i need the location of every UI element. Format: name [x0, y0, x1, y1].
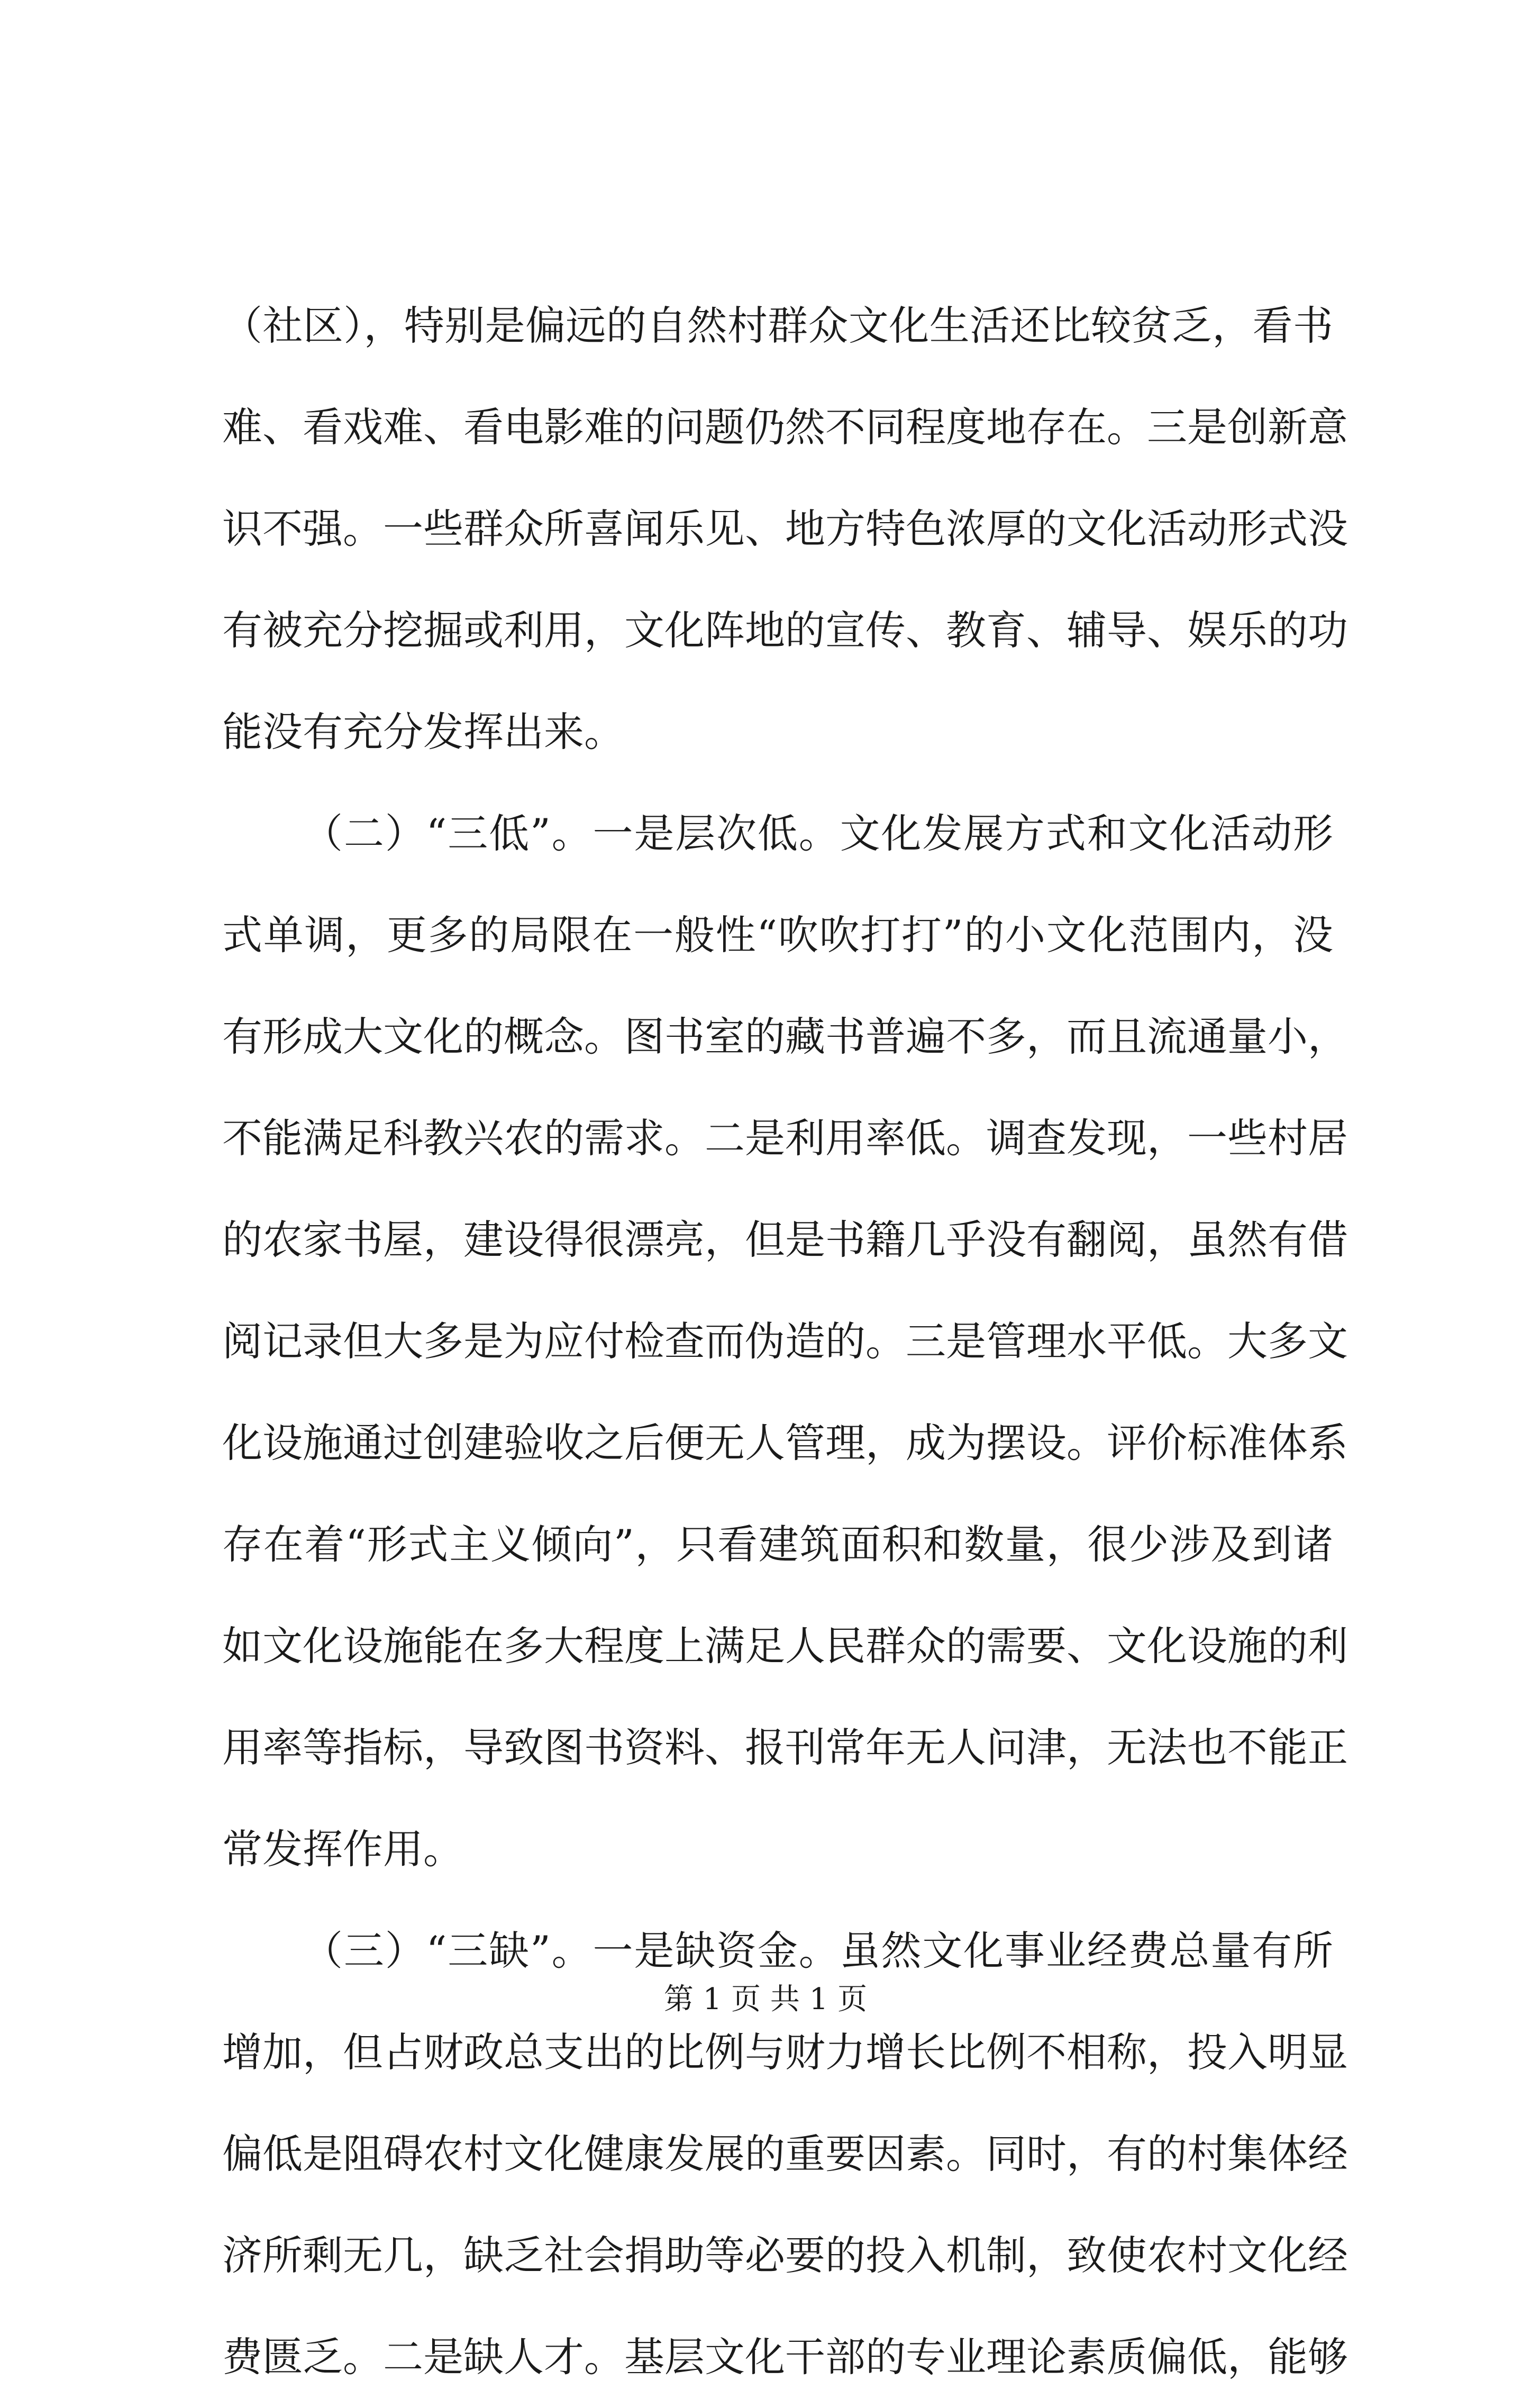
text-line: 阅记录但大多是为应付检查而伪造的。三是管理水平低。大多文 — [222, 1318, 1348, 1365]
paragraph-first-line: （三）“三缺”。一是缺资金。虽然文化事业经费总量有所 — [303, 1927, 1333, 1974]
text-line: （社区），特别是偏远的自然村群众文化生活还比较贫乏，看书 — [222, 302, 1333, 349]
text-line: 难、看戏难、看电影难的问题仍然不同程度地存在。三是创新意 — [222, 404, 1348, 451]
text-line: 偏低是阻碍农村文化健康发展的重要因素。同时，有的村集体经 — [222, 2130, 1348, 2177]
text-line: 化设施通过创建验收之后便无人管理，成为摆设。评价标准体系 — [222, 1419, 1348, 1466]
paragraph-first-line: （二）“三低”。一是层次低。文化发展方式和文化活动形 — [303, 810, 1333, 857]
text-line: 有形成大文化的概念。图书室的藏书普遍不多，而且流通量小， — [222, 1013, 1348, 1060]
page-footer — [0, 1978, 1531, 2021]
text-line: 常发挥作用。 — [222, 1826, 463, 1873]
page-number-label: 第 1 页 共 1 页 — [663, 1982, 868, 2017]
text-line: 有被充分挖掘或利用，文化阵地的宣传、教育、辅导、娱乐的功 — [222, 607, 1348, 654]
text-line: 存在着“形式主义倾向”，只看建筑面积和数量，很少涉及到诸 — [222, 1521, 1333, 1568]
text-line: 不能满足科教兴农的需求。二是利用率低。调查发现，一些村居 — [222, 1115, 1348, 1162]
text-line: 式单调，更多的局限在一般性“吹吹打打”的小文化范围内，没 — [222, 911, 1333, 959]
text-line: 增加，但占财政总支出的比例与财力增长比例不相称，投入明显 — [222, 2029, 1348, 2076]
text-line: 的农家书屋，建设得很漂亮，但是书籍几乎没有翻阅，虽然有借 — [222, 1216, 1348, 1263]
text-line: 能没有充分发挥出来。 — [222, 708, 624, 755]
text-line: 如文化设施能在多大程度上满足人民群众的需要、文化设施的利 — [222, 1622, 1348, 1670]
text-line: 费匮乏。二是缺人才。基层文化干部的专业理论素质偏低，能够 — [222, 2333, 1348, 2380]
text-line: 用率等指标，导致图书资料、报刊常年无人问津，无法也不能正 — [222, 1724, 1348, 1771]
document-body — [222, 275, 1348, 2408]
text-line: 识不强。一些群众所喜闻乐见、地方特色浓厚的文化活动形式没 — [222, 505, 1348, 552]
text-line: 济所剩无几，缺乏社会捐助等必要的投入机制，致使农村文化经 — [222, 2232, 1348, 2279]
